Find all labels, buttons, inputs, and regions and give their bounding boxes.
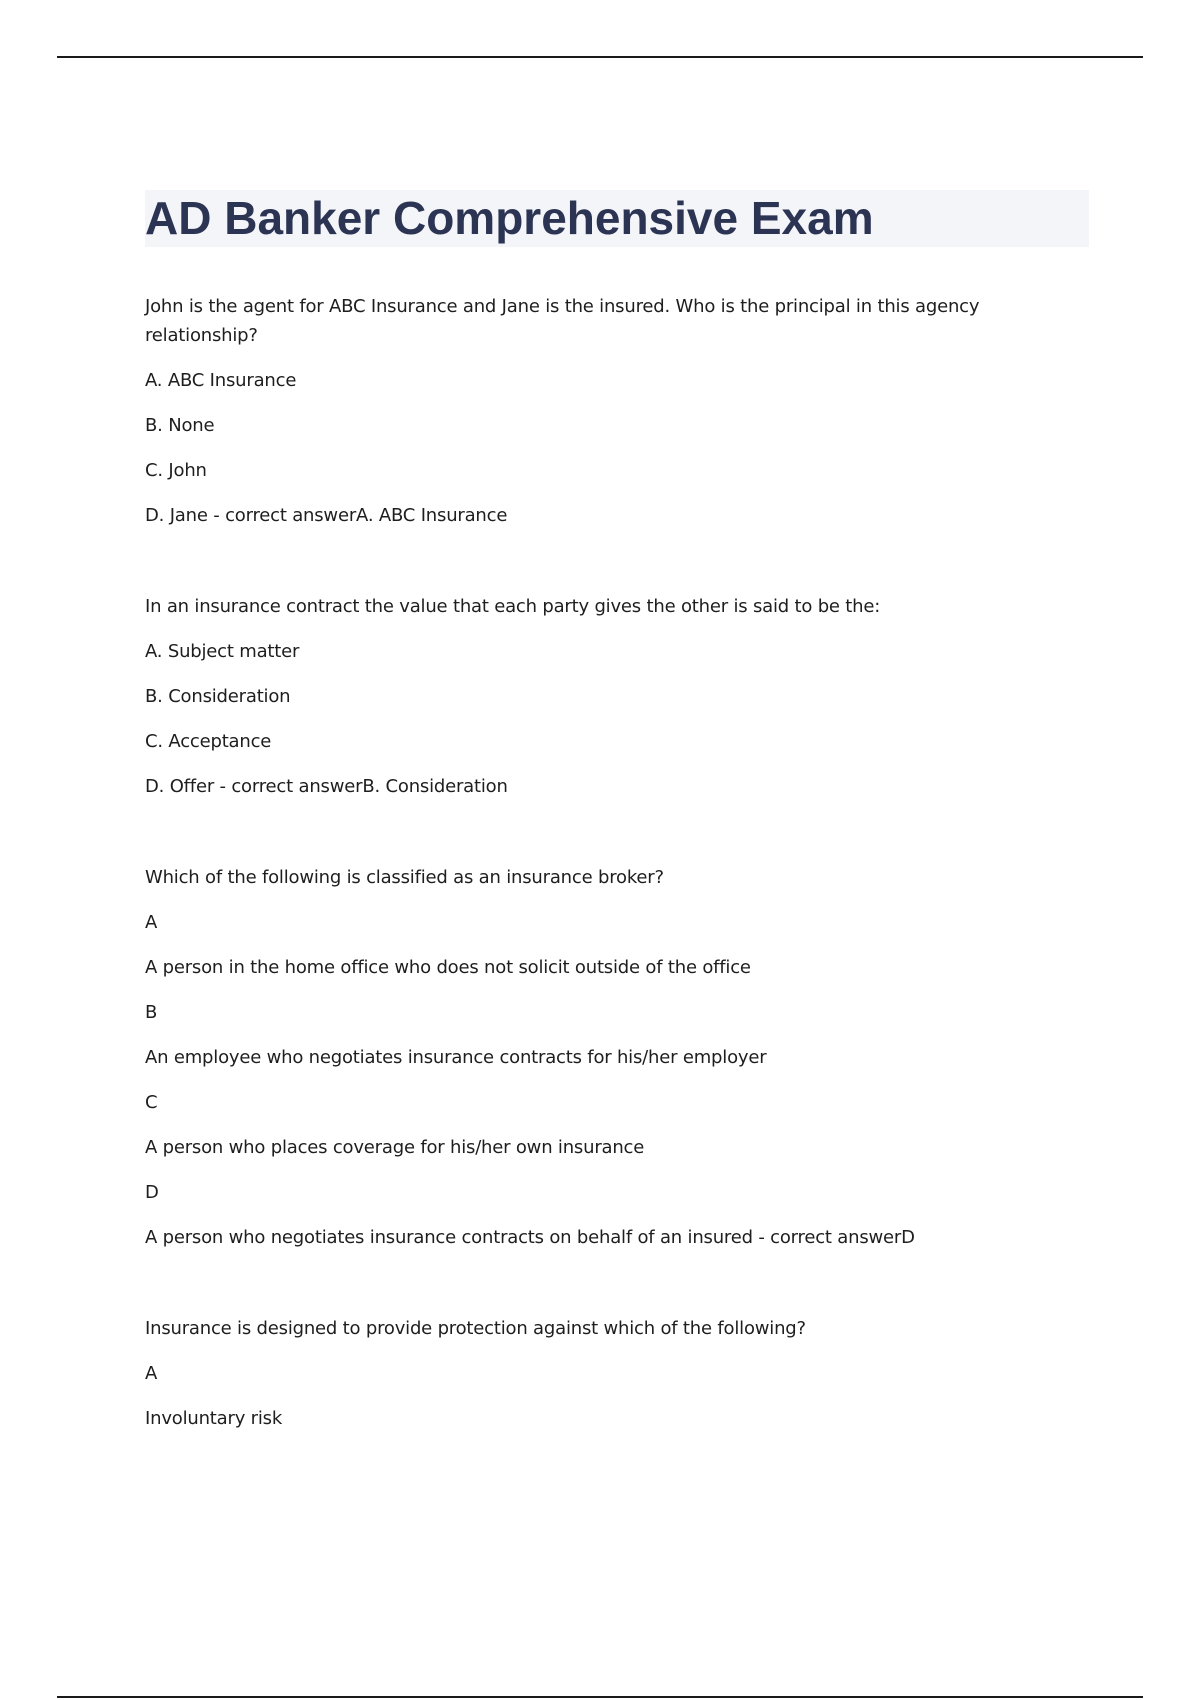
question-1-option-d-answer: D. Jane - correct answerA. ABC Insurance: [145, 505, 508, 526]
question-1-option-c: C. John: [145, 460, 207, 481]
question-3-label-a: A: [145, 912, 158, 933]
question-3-label-c: C: [145, 1092, 158, 1113]
question-2-option-c: C. Acceptance: [145, 731, 272, 752]
spacer: [145, 546, 1045, 592]
spacer: [145, 1268, 1045, 1314]
question-4-label-a: A: [145, 1363, 158, 1384]
question-1-prompt: John is the agent for ABC Insurance and Jane is the insured. Who is the principal in this agency relationship?: [145, 296, 980, 346]
question-2-option-d-answer: D. Offer - correct answerB. Consideration: [145, 776, 508, 797]
question-2: [145, 592, 1045, 801]
question-1: [145, 292, 1045, 530]
question-3-option-c: A person who places coverage for his/her own insurance: [145, 1137, 645, 1158]
question-4-option-a: Involuntary risk: [145, 1408, 283, 1429]
page-title: AD Banker Comprehensive Exam: [145, 192, 874, 244]
question-1-option-a: A. ABC Insurance: [145, 370, 297, 391]
question-2-option-b: B. Consideration: [145, 686, 291, 707]
question-3-label-b: B: [145, 1002, 158, 1023]
question-2-option-a: A. Subject matter: [145, 641, 300, 662]
question-4: [145, 1314, 1045, 1433]
question-1-option-b: B. None: [145, 415, 215, 436]
question-3-prompt: Which of the following is classified as an insurance broker?: [145, 867, 664, 888]
bottom-rule: [57, 1696, 1143, 1698]
question-3-option-b: An employee who negotiates insurance contracts for his/her employer: [145, 1047, 767, 1068]
question-3-option-d-answer: A person who negotiates insurance contracts on behalf of an insured - correct answerD: [145, 1227, 915, 1248]
document-body: [145, 292, 1045, 1449]
question-4-prompt: Insurance is designed to provide protection against which of the following?: [145, 1318, 806, 1339]
spacer: [145, 817, 1045, 863]
question-3-label-d: D: [145, 1182, 159, 1203]
question-3-option-a: A person in the home office who does not solicit outside of the office: [145, 957, 751, 978]
top-rule: [57, 56, 1143, 58]
question-2-prompt: In an insurance contract the value that each party gives the other is said to be the:: [145, 596, 881, 617]
question-3: [145, 863, 1045, 1252]
